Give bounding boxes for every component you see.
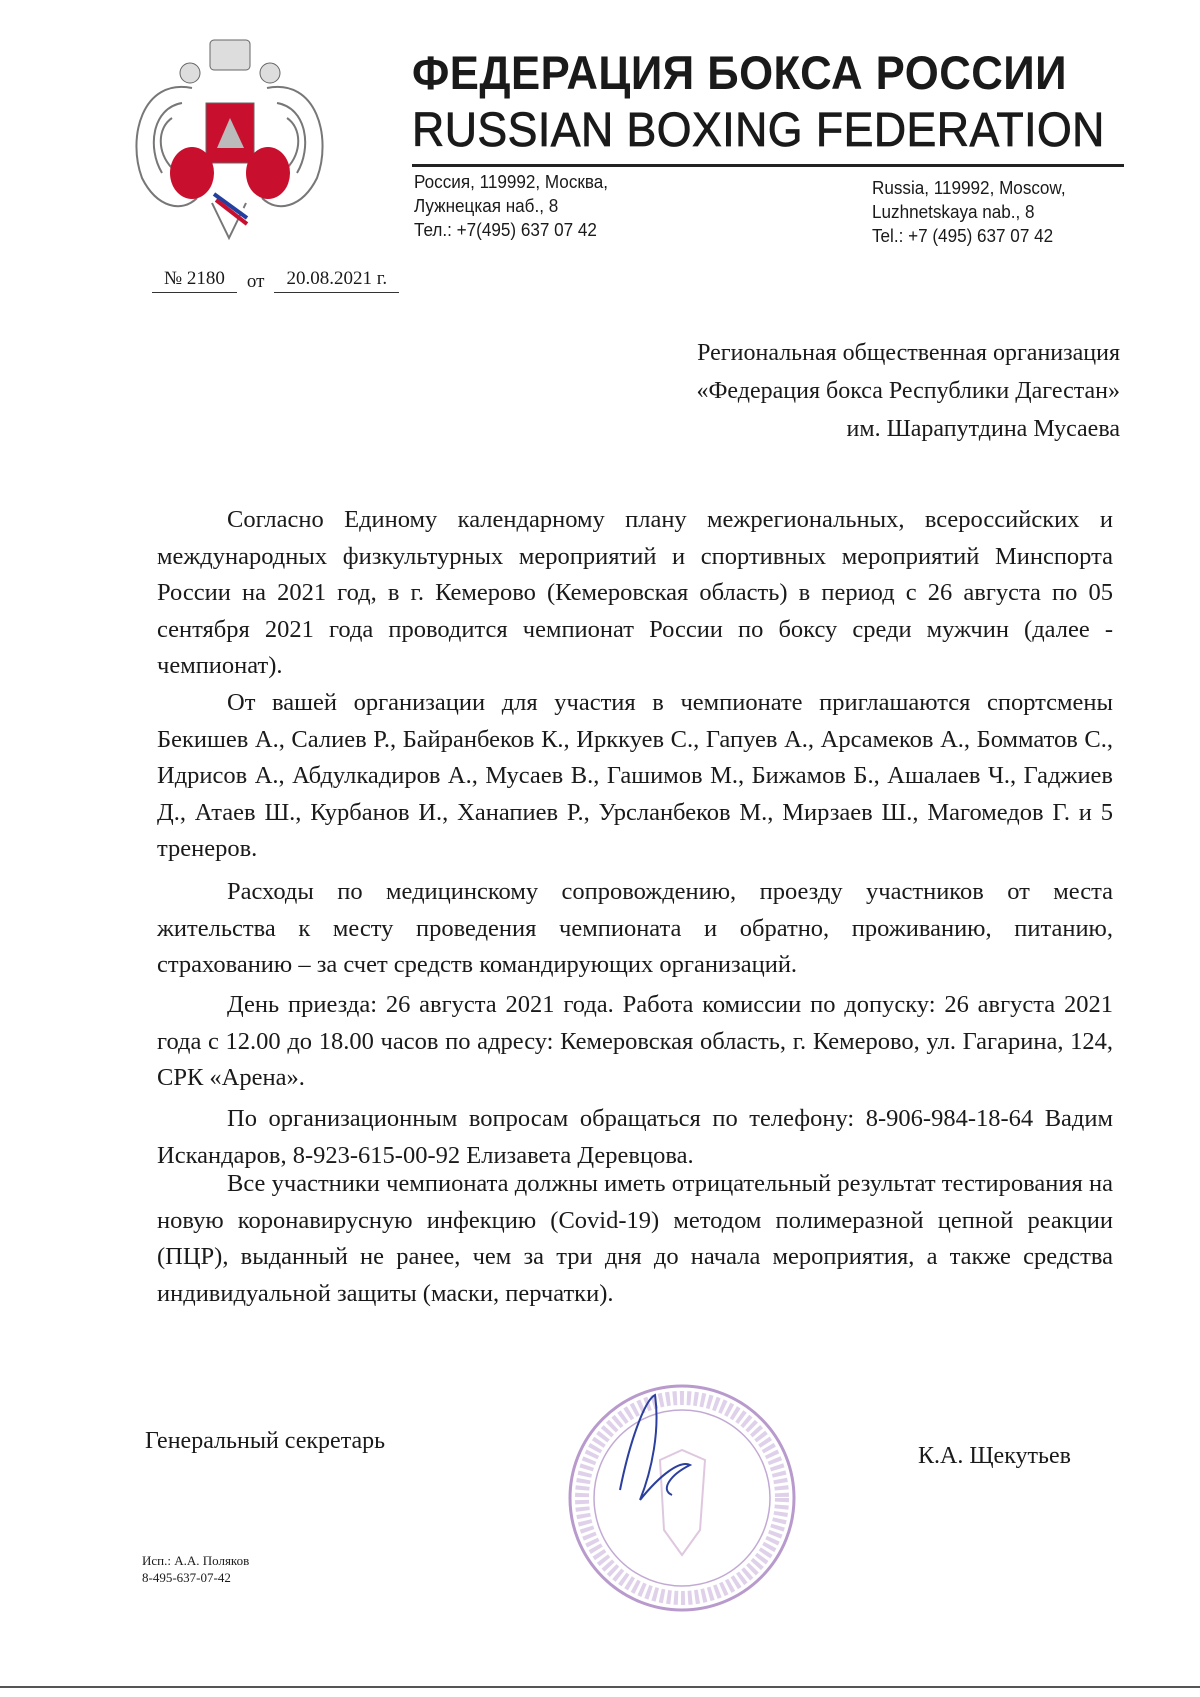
letterhead-title (412, 44, 1105, 160)
address-en (872, 176, 1066, 248)
page-bottom-edge (0, 1686, 1200, 1688)
number-value: 2180 (186, 268, 225, 289)
addressee-block (696, 334, 1120, 448)
body-paragraph: Расходы по медицинскому сопровождению, проезду участников от места жительства к месту проведения чемпионата и обратно, проживанию, питанию, страхованию – за счет средств командирующих организаций. (157, 878, 1113, 978)
signatory-position: Генеральный секретарь (145, 1428, 386, 1454)
registration-line (152, 268, 399, 293)
body-paragraph: Все участники чемпионата должны иметь отрицательный результат тестирования на новую коронавирусную инфекцию (Covid-19) методом полимеразной цепной реакции (ПЦР), выданный не ранее, чем за три дня до начала мероприятия, а также средства индивидуальной защиты (маски, перчатки). (157, 1170, 1113, 1307)
address-en-line: Russia, 119992, Moscow, (872, 178, 1066, 198)
registration-date: 20.08.2021 г. (274, 268, 399, 293)
address-en-line: Luzhnetskaya nab., 8 (872, 202, 1035, 222)
address-ru (414, 170, 608, 242)
address-ru-line: Россия, 119992, Москва, (414, 172, 609, 192)
addressee-line: «Федерация бокса Республики Дагестан» (696, 378, 1120, 404)
addressee-line: им. Шарапутдина Мусаева (846, 416, 1120, 442)
number-label: № (164, 268, 183, 289)
body-paragraph: Согласно Единому календарному плану межрегиональных, всероссийских и международных физкультурных мероприятий и спортивных мероприятий Минспорта России на 2021 год, в г. Кемерово (Кемеровская область) в период с 26 августа по 05 сентября 2021 года проводится чемпионат России по боксу среди мужчин (далее - чемпионат). (157, 506, 1113, 679)
address-ru-phone: Тел.: +7(495) 637 07 42 (414, 220, 597, 240)
address-en-phone: Tel.: +7 (495) 637 07 42 (872, 226, 1054, 246)
registration-number (152, 268, 237, 293)
official-stamp-with-signature (560, 1380, 805, 1615)
executor-phone: 8-495-637-07-42 (142, 1570, 231, 1585)
executor-name: Исп.: А.А. Поляков (142, 1553, 250, 1568)
title-ru: ФЕДЕРАЦИЯ БОКСА РОССИИ (412, 46, 1068, 99)
body-paragraph: День приезда: 26 августа 2021 года. Работа комиссии по допуску: 26 августа 2021 года с 12.00 до 18.00 часов по адресу: Кемеровская область, г. Кемерово, ул. Гагарина, 124, СРК «Арена». (157, 991, 1113, 1091)
executor-info (142, 1552, 249, 1586)
body-paragraph: По организационным вопросам обращаться по телефону: 8-906-984-18-64 Вадим Искандаров, 8-923-615-00-92 Елизавета Деревцова. (157, 1105, 1113, 1169)
signatory-name: К.А. Щекутьев (918, 1443, 1071, 1469)
from-label: от (246, 271, 265, 292)
addressee-line: Региональная общественная организация (697, 340, 1120, 366)
title-en: RUSSIAN BOXING FEDERATION (412, 104, 1105, 157)
address-ru-line: Лужнецкая наб., 8 (414, 196, 559, 216)
federation-emblem-logo (122, 28, 337, 243)
header-divider (412, 164, 1124, 167)
body-paragraph: От вашей организации для участия в чемпионате приглашаются спортсмены Бекишев А., Салиев Р., Байранбеков К., Ирккуев С., Гапуев А., Арсамеков А., Бомматов С., Идрисов А., Абдулкадиров А., Мусаев В., Гашимов М., Бижамов Б., Ашалаев Ч., Гаджиев Д., Атаев Ш., Курбанов И., Ханапиев Р., Урсланбеков М., Мирзаев Ш., Магомедов Г. и 5 тренеров. (157, 689, 1113, 862)
